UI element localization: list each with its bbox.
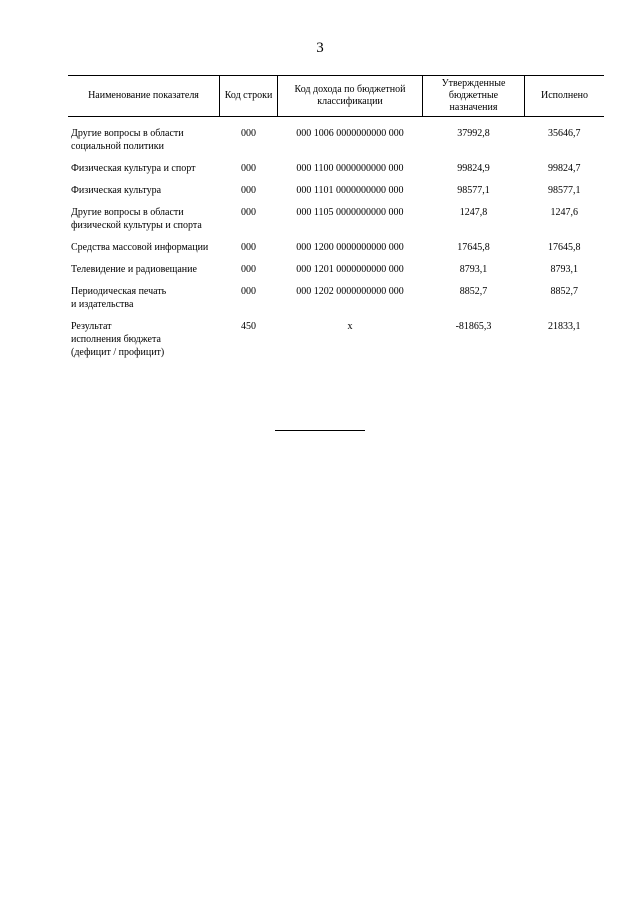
cell-executed-amount: 1247,6 xyxy=(550,207,578,218)
cell-income-code: 000 1202 0000000000 000 xyxy=(296,286,404,297)
cell-approved-amount: -81865,3 xyxy=(455,321,492,332)
cell-executed-amount: 35646,7 xyxy=(548,128,581,139)
cell-approved-amount: 8793,1 xyxy=(459,264,488,275)
cell-indicator-name: Телевидение и радиовещание xyxy=(71,264,197,275)
table-row xyxy=(68,285,604,311)
cell-line-code: 000 xyxy=(241,163,256,174)
cell-line-code: 450 xyxy=(241,321,256,332)
table-row xyxy=(68,184,604,197)
cell-line-code: 000 xyxy=(241,128,256,139)
cell-indicator-name: Другие вопросы в области физической культуры и спорта xyxy=(71,207,202,231)
spacer-cell xyxy=(68,311,604,320)
cell-indicator-name: Другие вопросы в области социальной политики xyxy=(71,128,184,152)
cell-line-code: 000 xyxy=(241,242,256,253)
cell-approved-amount: 1247,8 xyxy=(459,207,488,218)
row-spacer xyxy=(68,254,604,263)
cell-executed-amount: 17645,8 xyxy=(548,242,581,253)
table-row xyxy=(68,127,604,153)
budget-execution-table xyxy=(68,75,604,359)
table-body xyxy=(68,117,604,360)
row-spacer xyxy=(68,117,604,128)
cell-approved-amount: 17645,8 xyxy=(457,242,490,253)
spacer-cell xyxy=(68,153,604,162)
end-divider xyxy=(275,430,365,431)
row-spacer xyxy=(68,153,604,162)
cell-executed-amount: 8852,7 xyxy=(550,286,578,297)
spacer-cell xyxy=(68,276,604,285)
cell-approved-amount: 99824,9 xyxy=(457,163,490,174)
cell-line-code: 000 xyxy=(241,286,256,297)
cell-line-code: 000 xyxy=(241,185,256,196)
header-executed-amount: Исполнено xyxy=(525,76,605,117)
cell-line-code: 000 xyxy=(241,207,256,218)
header-income-code: Код дохода по бюджетной классификации xyxy=(278,76,423,117)
cell-indicator-name: Средства массовой информации xyxy=(71,242,209,253)
cell-income-code: 000 1101 0000000000 000 xyxy=(296,185,404,196)
cell-income-code: 000 1105 0000000000 000 xyxy=(296,207,404,218)
row-spacer xyxy=(68,311,604,320)
row-spacer xyxy=(68,232,604,241)
header-indicator-name: Наименование показателя xyxy=(68,76,220,117)
cell-executed-amount: 99824,7 xyxy=(548,163,581,174)
cell-executed-amount: 8793,1 xyxy=(550,264,578,275)
row-spacer xyxy=(68,197,604,206)
page-number: 3 xyxy=(316,40,324,56)
cell-indicator-name: Физическая культура и спорт xyxy=(71,163,196,174)
cell-income-code: 000 1201 0000000000 000 xyxy=(296,264,404,275)
spacer-cell xyxy=(68,197,604,206)
spacer-cell xyxy=(68,117,604,128)
cell-approved-amount: 37992,8 xyxy=(457,128,490,139)
cell-income-code: 000 1200 0000000000 000 xyxy=(296,242,404,253)
table-row xyxy=(68,162,604,175)
cell-executed-amount: 21833,1 xyxy=(548,321,581,332)
cell-approved-amount: 98577,1 xyxy=(457,185,490,196)
cell-executed-amount: 98577,1 xyxy=(548,185,581,196)
row-spacer xyxy=(68,276,604,285)
cell-approved-amount: 8852,7 xyxy=(459,286,488,297)
table-row xyxy=(68,206,604,232)
spacer-cell xyxy=(68,232,604,241)
cell-line-code: 000 xyxy=(241,264,256,275)
table-header xyxy=(68,76,604,117)
table-row xyxy=(68,241,604,254)
row-spacer xyxy=(68,175,604,184)
spacer-cell xyxy=(68,254,604,263)
cell-indicator-name: Физическая культура xyxy=(71,185,162,196)
cell-income-code: x xyxy=(347,321,353,332)
cell-income-code: 000 1006 0000000000 000 xyxy=(296,128,404,139)
cell-income-code: 000 1100 0000000000 000 xyxy=(296,163,404,174)
cell-indicator-name: Результат исполнения бюджета (дефицит / профицит) xyxy=(71,321,165,358)
spacer-cell xyxy=(68,175,604,184)
cell-indicator-name: Периодическая печать и издательства xyxy=(71,286,167,310)
header-approved-amount: Утвержденные бюджетные назначения xyxy=(423,76,525,117)
header-line-code: Код строки xyxy=(220,76,278,117)
table-row xyxy=(68,320,604,359)
table-row xyxy=(68,263,604,276)
